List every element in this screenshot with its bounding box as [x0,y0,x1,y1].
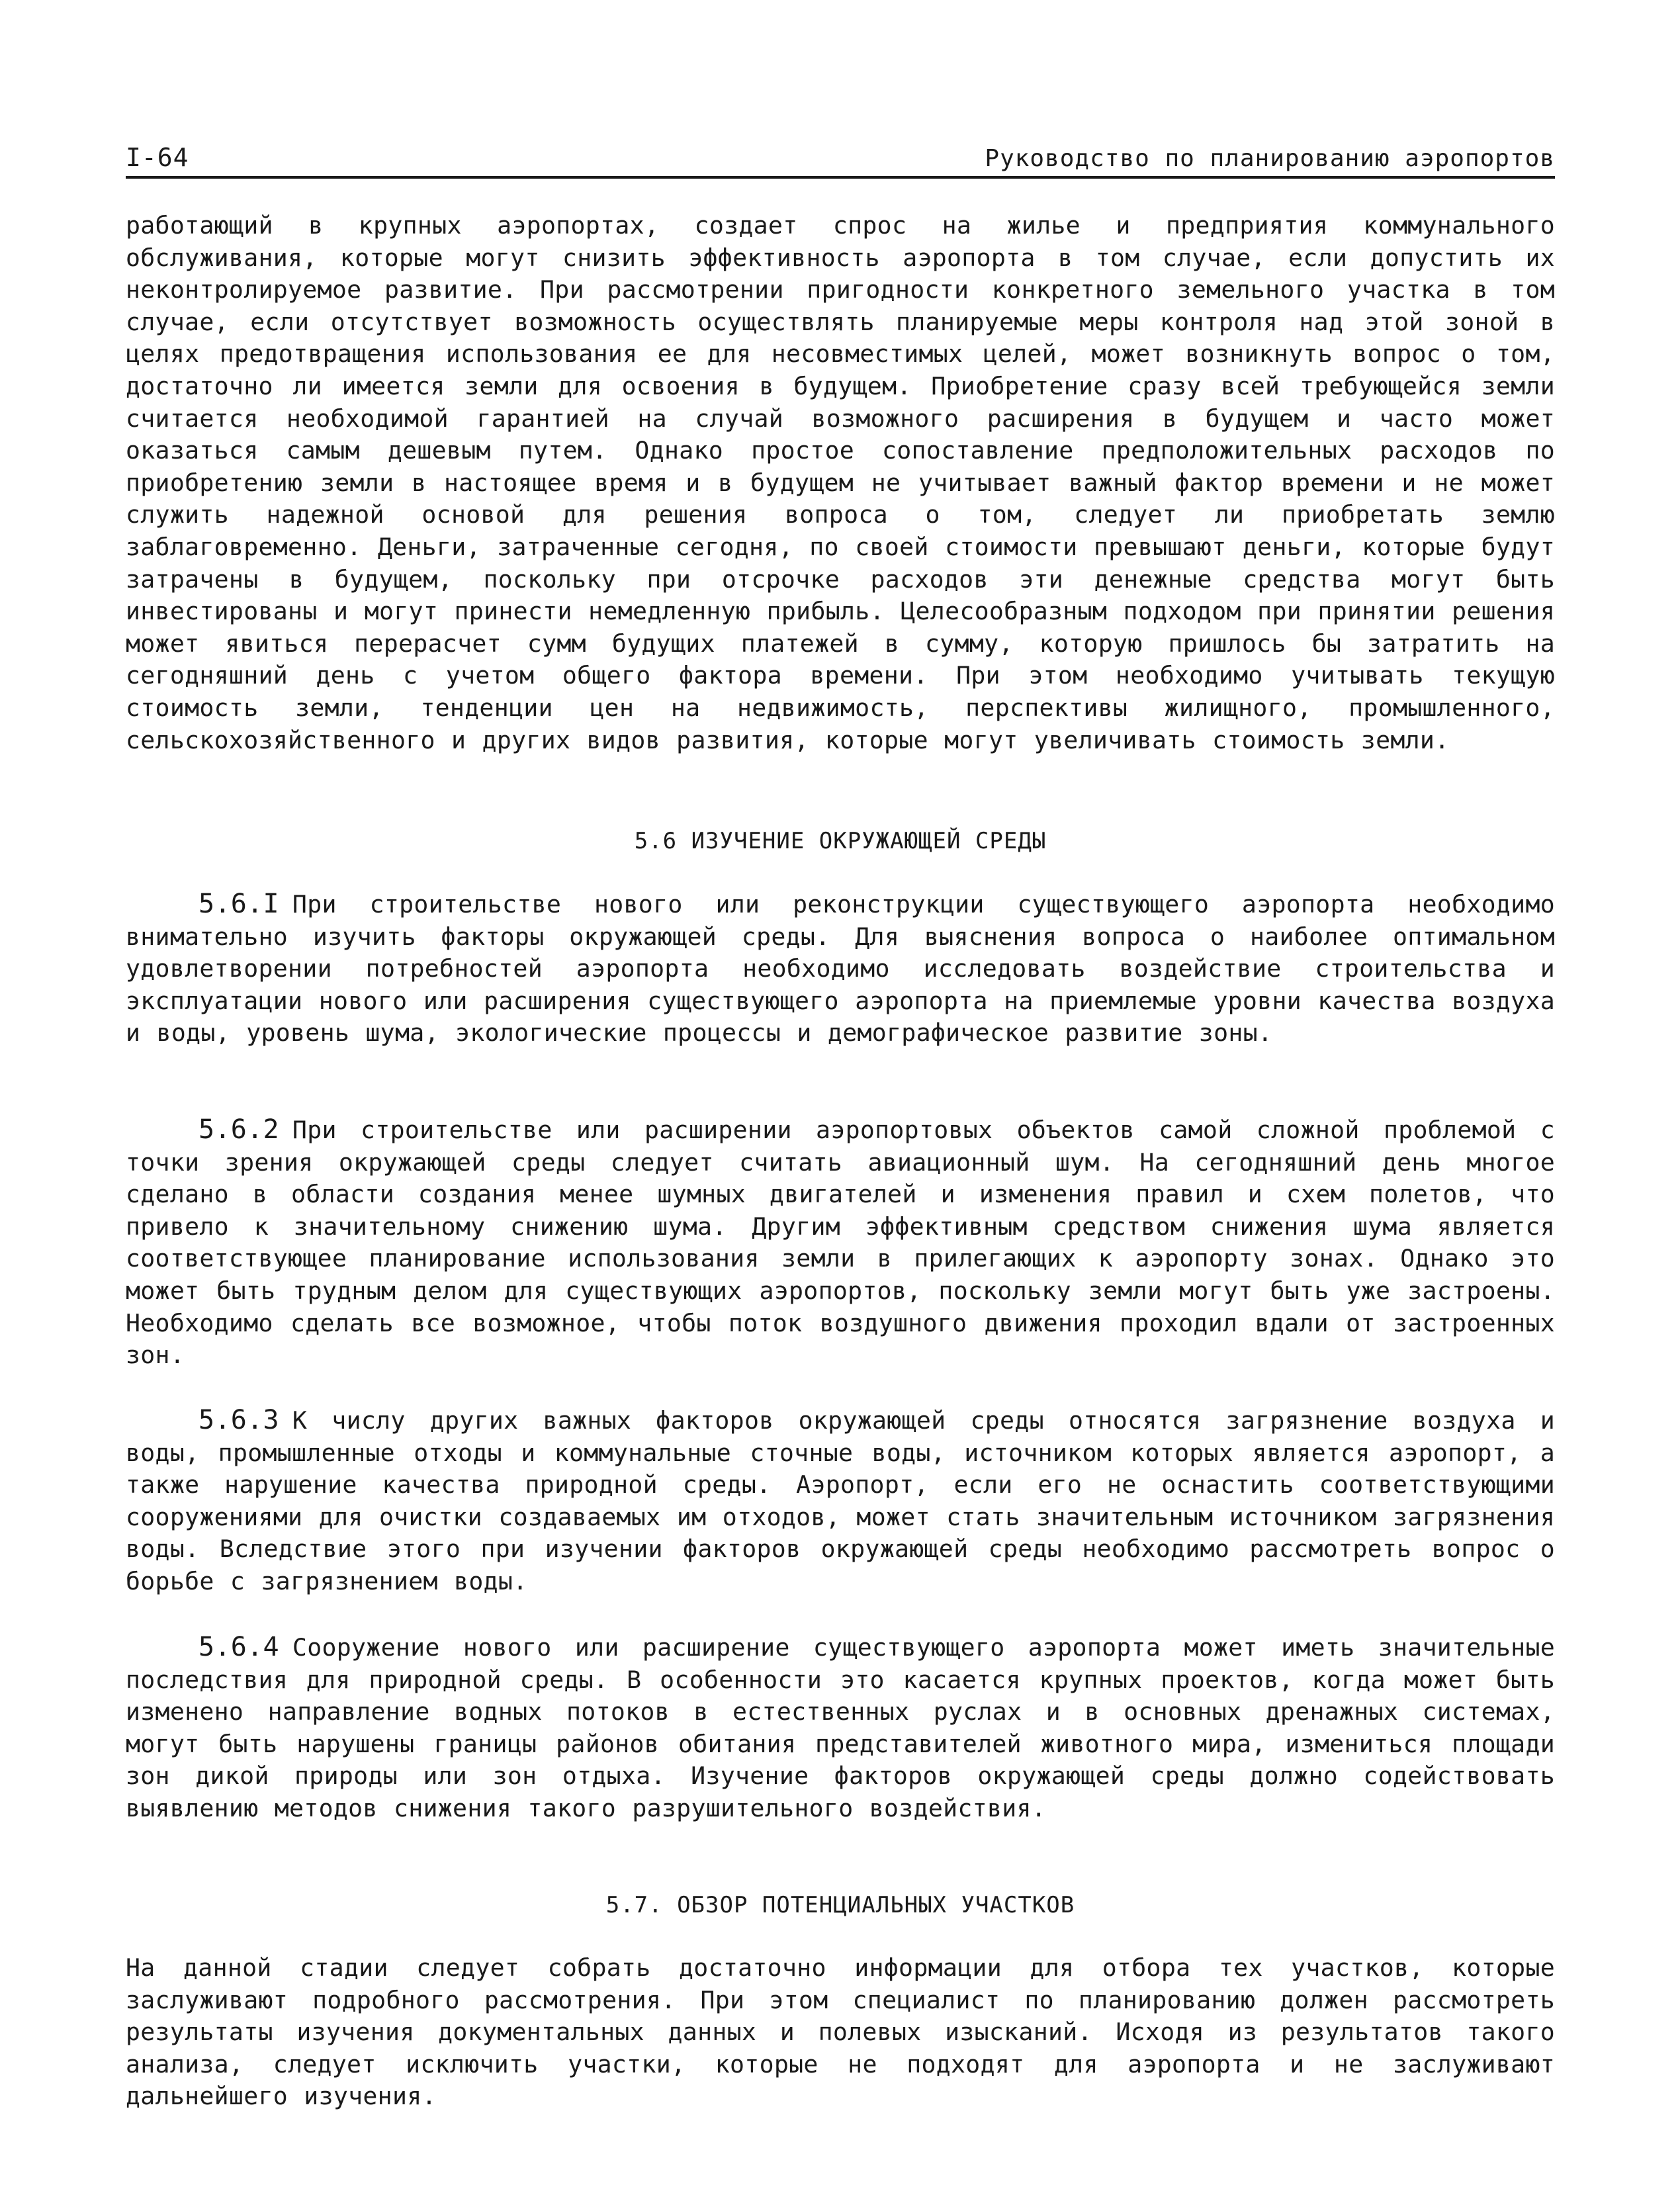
paragraph-text: К числу других важных факторов окружающей среды относятся загрязнение воздуха и воды, промышленные отходы и коммунальные сточные воды, источником которых является аэропорт, а также нарушение качества природной среды. Аэропорт, если его не оснастить соответствующими сооружениями для очистки создаваемых им отходов, может стать значительным источником загрязнения воды. Вследствие этого при изучении факторов окружающей среды необходимо рассмотреть вопрос о борьбе с загрязнением воды. [126,1406,1555,1595]
paragraph-5-6-1 [126,888,1555,1050]
page-number: I-64 [126,143,189,172]
running-title: Руководство по планированию аэропортов [985,145,1555,172]
paragraph-number: 5.6.4 [199,1632,279,1662]
paragraph-5-6-2 [126,1114,1555,1372]
paragraph-text: При строительстве нового или реконструкции существующего аэропорта необходимо внимательно изучить факторы окружающей среды. Для выяснения вопроса о наиболее оптимальном удовлетворении потребностей аэропорта необходимо исследовать воздействие строительства и эксплуатации нового или расширения существующего аэропорта на приемлемые уровни качества воздуха и воды, уровень шума, экологические процессы и демографическое развитие зоны. [126,890,1555,1048]
paragraph-5-6-4 [126,1631,1555,1825]
page-header [126,136,1555,179]
paragraph-number: 5.6.3 [199,1405,279,1435]
intro-paragraph: работающий в крупных аэропортах, создает спрос на жилье и предприятия коммунального обслуживания, которые могут снизить эффективность аэропорта в том случае, если допустить их неконтролируемое развитие. При рассмотрении пригодности конкретного земельного участка в том случае, если отсутствует возможность осуществлять планируемые меры контроля над этой зоной в целях предотвращения использования ее для несовместимых целей, может возникнуть вопрос о том, достаточно ли имеется земли для освоения в будущем. Приобретение сразу всей требующейся земли считается необходимой гарантией на случай возможного расширения в будущем и часто может оказаться самым дешевым путем. Однако простое сопоставление предположительных расходов по приобретению земли в настоящее время и в будущем не учитывает важный фактор времени и не может служить надежной основой для решения вопроса о том, следует ли приобретать землю заблаговременно. Деньги, затраченные сегодня, по своей стоимости превышают деньги, которые будут затрачены в будущем, поскольку при отсрочке расходов эти денежные средства могут быть инвестированы и могут принести немедленную прибыль. Целесообразным подходом при принятии решения может явиться перерасчет сумм будущих платежей в сумму, которую пришлось бы затратить на сегодняшний день с учетом общего фактора времени. При этом необходимо учитывать текущую стоимость земли, тенденции цен на недвижимость, перспективы жилищного, промышленного, сельскохозяйственного и других видов развития, которые могут увеличивать стоимость земли. [126,211,1555,754]
paragraph-text: При строительстве или расширении аэропортовых объектов самой сложной проблемой с точки зрения окружающей среды следует считать авиационный шум. На сегодняшний день многое сделано в области создания менее шумных двигателей и изменения правил и схем полетов, что привело к значительному снижению шума. Другим эффективным средством снижения шума является соответствующее планирование использования земли в прилегающих к аэропорту зонах. Однако это может быть трудным делом для существующих аэропортов, поскольку земли могут быть уже застроены. Необходимо сделать все возможное, чтобы поток воздушного движения проходил вдали от застроенных зон. [126,1116,1555,1370]
paragraph-5-6-3 [126,1404,1555,1598]
paragraph-5-7: На данной стадии следует собрать достаточно информации для отбора тех участков, которые заслуживают подробного рассмотрения. При этом специалист по планированию должен рассмотреть результаты изучения документальных данных и полевых изысканий. Исходя из результатов такого анализа, следует исключить участки, которые не подходят для аэропорта и не заслуживают дальнейшего изучения. [126,1953,1555,2111]
section-5-7-heading: 5.7. ОБЗОР ПОТЕНЦИАЛЬНЫХ УЧАСТКОВ [605,1892,1075,1918]
paragraph-number: 5.6.I [199,889,279,919]
section-5-6-heading: 5.6 ИЗУЧЕНИЕ ОКРУЖАЮЩЕЙ СРЕДЫ [634,828,1047,854]
paragraph-number: 5.6.2 [199,1114,279,1145]
paragraph-text: Сооружение нового или расширение существующего аэропорта может иметь значительные последствия для природной среды. В особенности это касается крупных проектов, когда может быть изменено направление водных потоков в естественных руслах и в основных дренажных системах, могут быть нарушены границы районов обитания представителей животного мира, измениться площади зон дикой природы или зон отдыха. Изучение факторов окружающей среды должно содействовать выявлению методов снижения такого разрушительного воздействия. [126,1633,1555,1822]
